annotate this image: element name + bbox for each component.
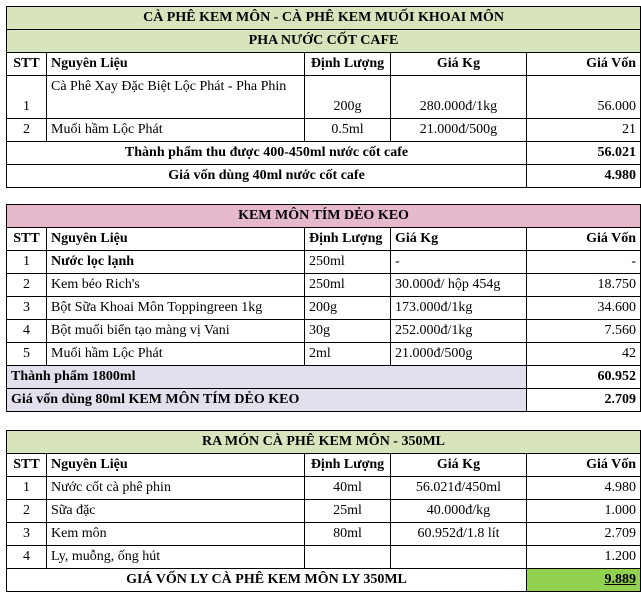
cell-price-kg[interactable]: 280.000đ/1kg	[391, 76, 527, 119]
cell-quantity[interactable]: 30g	[305, 320, 391, 343]
cell-cost[interactable]: 2.709	[527, 523, 641, 546]
taro-cream-table	[6, 204, 641, 412]
section1-title[interactable]: PHA NƯỚC CỐT CAFE	[7, 30, 641, 53]
cell-price-kg[interactable]: 252.000đ/1kg	[391, 320, 527, 343]
cell-cost[interactable]: 21	[527, 119, 641, 142]
table-row	[7, 320, 641, 343]
page-title[interactable]: CÀ PHÊ KEM MÔN - CÀ PHÊ KEM MUỐI KHOAI MÔN	[7, 7, 641, 30]
section1-cost-label[interactable]: Giá vốn dùng 40ml nước cốt cafe	[7, 165, 527, 188]
table-row	[7, 546, 641, 569]
header-stt[interactable]: STT	[7, 53, 47, 76]
section2-cost-value[interactable]: 2.709	[527, 389, 641, 412]
cell-stt[interactable]: 3	[7, 523, 47, 546]
table-row	[7, 343, 641, 366]
cell-price-kg[interactable]: 60.952đ/1.8 lít	[391, 523, 527, 546]
cell-quantity[interactable]: 250ml	[305, 251, 391, 274]
cell-quantity[interactable]: 250ml	[305, 274, 391, 297]
cell-ingredient[interactable]: Bột muối biển tạo màng vị Vani	[47, 320, 305, 343]
serving-table	[6, 430, 641, 592]
cell-price-kg[interactable]: 173.000đ/1kg	[391, 297, 527, 320]
section2-yield-value[interactable]: 60.952	[527, 366, 641, 389]
table-row	[7, 251, 641, 274]
cell-cost[interactable]: 1.000	[527, 500, 641, 523]
cell-quantity[interactable]: 25ml	[305, 500, 391, 523]
cell-ingredient[interactable]: Muối hầm Lộc Phát	[47, 119, 305, 142]
cell-quantity[interactable]: 80ml	[305, 523, 391, 546]
table-row	[7, 119, 641, 142]
cell-ingredient[interactable]: Nước cốt cà phê phin	[47, 477, 305, 500]
header-quantity[interactable]: Định Lượng	[305, 53, 391, 76]
cell-price-kg[interactable]: 21.000đ/500g	[391, 343, 527, 366]
cell-stt[interactable]: 1	[7, 477, 47, 500]
header-price-kg[interactable]: Giá Kg	[391, 454, 527, 477]
cell-quantity[interactable]: 2ml	[305, 343, 391, 366]
cell-ingredient[interactable]: Kem béo Rich's	[47, 274, 305, 297]
cell-price-kg[interactable]	[391, 546, 527, 569]
header-price-kg[interactable]: Giá Kg	[391, 228, 527, 251]
cell-quantity[interactable]: 200g	[305, 76, 391, 119]
cell-price-kg[interactable]: 56.021đ/450ml	[391, 477, 527, 500]
cell-quantity[interactable]: 40ml	[305, 477, 391, 500]
header-ingredient[interactable]: Nguyên Liệu	[47, 454, 305, 477]
total-label[interactable]: GIÁ VỐN LY CÀ PHÊ KEM MÔN LY 350ML	[7, 569, 527, 592]
cell-cost[interactable]: 56.000	[527, 76, 641, 119]
cell-cost[interactable]: 34.600	[527, 297, 641, 320]
header-price-kg[interactable]: Giá Kg	[391, 53, 527, 76]
cell-stt[interactable]: 2	[7, 119, 47, 142]
cell-ingredient[interactable]: Nước lọc lạnh	[47, 251, 305, 274]
cell-cost[interactable]: -	[527, 251, 641, 274]
cell-stt[interactable]: 2	[7, 500, 47, 523]
header-ingredient[interactable]: Nguyên Liệu	[47, 228, 305, 251]
header-cost[interactable]: Giá Vốn	[527, 454, 641, 477]
cell-ingredient[interactable]: Muối hầm Lộc Phát	[47, 343, 305, 366]
header-ingredient[interactable]: Nguyên Liệu	[47, 53, 305, 76]
table-row	[7, 274, 641, 297]
cell-stt[interactable]: 1	[7, 76, 47, 119]
cell-stt[interactable]: 3	[7, 297, 47, 320]
section1-yield-label[interactable]: Thành phẩm thu được 400-450ml nước cốt cafe	[7, 142, 527, 165]
header-cost[interactable]: Giá Vốn	[527, 228, 641, 251]
section2-title[interactable]: KEM MÔN TÍM DẺO KEO	[7, 205, 641, 228]
table-row	[7, 523, 641, 546]
section2-cost-label[interactable]: Giá vốn dùng 80ml KEM MÔN TÍM DẺO KEO	[7, 389, 527, 412]
cell-stt[interactable]: 5	[7, 343, 47, 366]
header-quantity[interactable]: Định Lượng	[305, 228, 391, 251]
cell-stt[interactable]: 4	[7, 320, 47, 343]
cell-ingredient[interactable]: Kem môn	[47, 523, 305, 546]
header-stt[interactable]: STT	[7, 454, 47, 477]
cell-price-kg[interactable]: 40.000đ/kg	[391, 500, 527, 523]
section1-yield-value[interactable]: 56.021	[527, 142, 641, 165]
cell-cost[interactable]: 42	[527, 343, 641, 366]
cell-cost[interactable]: 7.560	[527, 320, 641, 343]
cell-price-kg[interactable]: 30.000đ/ hộp 454g	[391, 274, 527, 297]
section3-title[interactable]: RA MÓN CÀ PHÊ KEM MÔN - 350ML	[7, 431, 641, 454]
cell-price-kg[interactable]: 21.000đ/500g	[391, 119, 527, 142]
cell-stt[interactable]: 2	[7, 274, 47, 297]
cell-cost[interactable]: 4.980	[527, 477, 641, 500]
header-stt[interactable]: STT	[7, 228, 47, 251]
table-row	[7, 500, 641, 523]
cell-price-kg[interactable]: -	[391, 251, 527, 274]
cell-ingredient[interactable]: Bột Sữa Khoai Môn Toppingreen 1kg	[47, 297, 305, 320]
table-row	[7, 477, 641, 500]
section1-cost-value[interactable]: 4.980	[527, 165, 641, 188]
cell-ingredient[interactable]: Sữa đặc	[47, 500, 305, 523]
table-row	[7, 76, 641, 119]
header-cost[interactable]: Giá Vốn	[527, 53, 641, 76]
cell-ingredient[interactable]: Ly, muỗng, ống hút	[47, 546, 305, 569]
cell-stt[interactable]: 4	[7, 546, 47, 569]
section2-yield-label[interactable]: Thành phẩm 1800ml	[7, 366, 527, 389]
cell-quantity[interactable]: 0.5ml	[305, 119, 391, 142]
coffee-base-table	[6, 6, 641, 188]
cell-quantity[interactable]: 200g	[305, 297, 391, 320]
cell-stt[interactable]: 1	[7, 251, 47, 274]
header-quantity[interactable]: Định Lượng	[305, 454, 391, 477]
cell-quantity[interactable]	[305, 546, 391, 569]
table-row	[7, 297, 641, 320]
cell-ingredient[interactable]: Cà Phê Xay Đặc Biệt Lộc Phát - Pha Phin	[47, 76, 305, 119]
total-value[interactable]: 9.889	[527, 569, 641, 592]
cell-cost[interactable]: 1.200	[527, 546, 641, 569]
cell-cost[interactable]: 18.750	[527, 274, 641, 297]
